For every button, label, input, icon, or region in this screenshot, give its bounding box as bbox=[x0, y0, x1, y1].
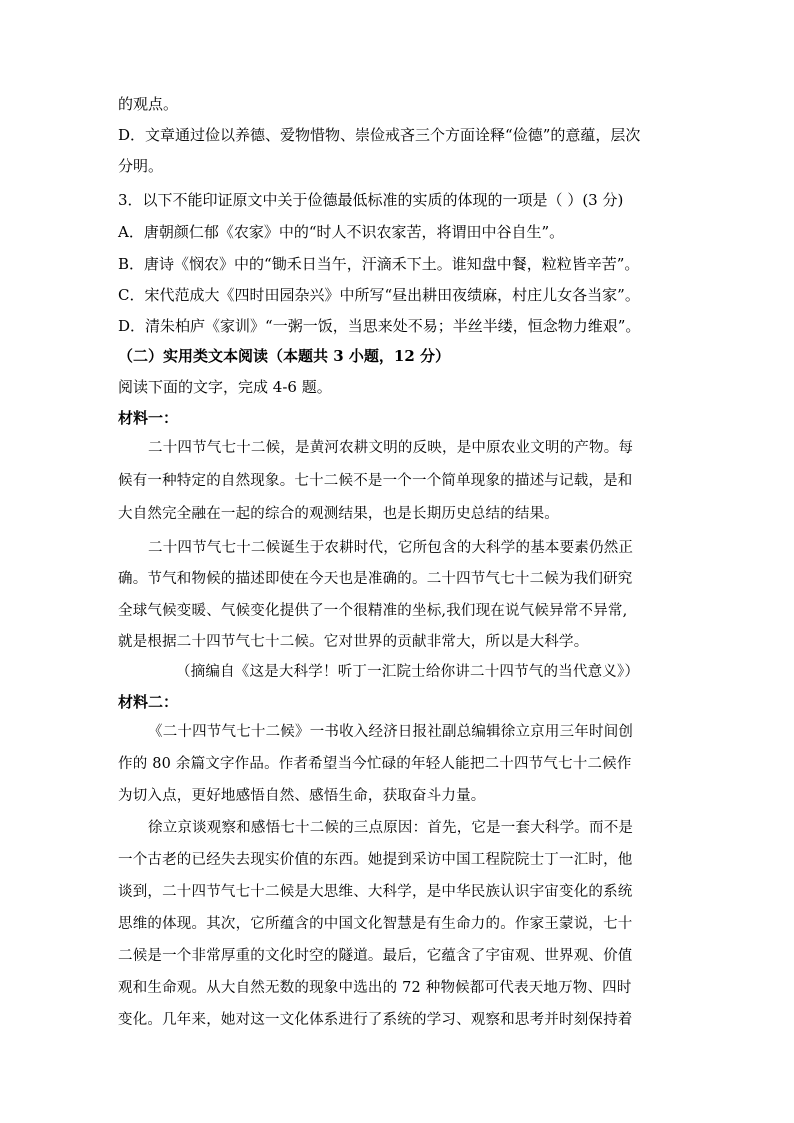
material-two-p1-line: 作的 80 余篇文字作品。作者希望当今忙碌的年轻人能把二十四节气七十二候作 bbox=[118, 756, 632, 772]
material-one-source: （摘编自《这是大科学！听丁一汇院士给你讲二十四节气的当代意义》） bbox=[176, 664, 640, 680]
material-two-p2-line: 徐立京谈观察和感悟七十二候的三点原因：首先，它是一套大科学。而不是 bbox=[148, 820, 634, 836]
material-one-p2-line: 二十四节气七十二候诞生于农耕时代，它所包含的大科学的基本要素仍然正 bbox=[148, 540, 634, 556]
material-one-p2-line: 确。节气和物候的描述即使在今天也是准确的。二十四节气七十二候为我们研究 bbox=[118, 571, 633, 587]
option-b: B．唐诗《悯农》中的“锄禾日当午，汗滴禾下土。谁知盘中餐，粒粒皆辛苦”。 bbox=[118, 255, 640, 273]
material-two-p1-line: 《二十四节气七十二候》一书收入经济日报社副总编辑徐立京用三年时间创 bbox=[148, 724, 634, 740]
material-one-label: 材料一： bbox=[118, 409, 179, 427]
material-two-p2-line: 观和生命观。从大自然无数的现象中选出的 72 种物候都可代表天地万物、四时 bbox=[118, 980, 632, 996]
material-two-p2-line: 思维的体现。其次，它所蕴含的中国文化智慧是有生命力的。作家王蒙说，七十 bbox=[118, 916, 633, 932]
text-line: 的观点。 bbox=[118, 95, 179, 113]
option-a: A．唐朝颜仁郁《农家》中的“时人不识农家苦，将谓田中谷自生”。 bbox=[118, 223, 565, 241]
material-one-p1-line: 二十四节气七十二候，是黄河农耕文明的反映，是中原农业文明的产物。每 bbox=[148, 440, 634, 456]
material-one-p1-line: 大自然完全融在一起的综合的观测结果，也是长期历史总结的结果。 bbox=[118, 506, 559, 522]
material-two-p1-line: 为切入点，更好地感悟自然、感悟生命，获取奋斗力量。 bbox=[118, 788, 486, 804]
section-heading: （二）实用类文本阅读（本题共 3 小题，12 分） bbox=[118, 347, 450, 365]
material-two-p2-line: 谈到，二十四节气七十二候是大思维、大科学，是中华民族认识宇宙变化的系统 bbox=[118, 884, 633, 900]
material-one-p1-line: 候有一种特定的自然现象。七十二候不是一个一个简单现象的描述与记载，是和 bbox=[118, 473, 633, 489]
material-one-p2-line: 全球气候变暖、气候变化提供了一个很精准的坐标,我们现在说气候异常不异常, bbox=[118, 603, 628, 619]
question-3: 3．以下不能印证原文中关于俭德最低标准的实质的体现的一项是（ ）(3 分) bbox=[118, 191, 624, 209]
text-line: 分明。 bbox=[118, 157, 164, 175]
material-two-p2-line: 一个古老的已经失去现实价值的东西。她提到采访中国工程院院士丁一汇时，他 bbox=[118, 852, 633, 868]
option-d: D．清朱柏庐《家训》“一粥一饭，当思来处不易；半丝半缕，恒念物力维艰”。 bbox=[118, 317, 641, 335]
material-one-p2-line: 就是根据二十四节气七十二候。它对世界的贡献非常大，所以是大科学。 bbox=[118, 634, 589, 650]
option-c: C．宋代范成大《四时田园杂兴》中所写“昼出耕田夜绩麻，村庄儿女各当家”。 bbox=[118, 286, 640, 304]
instruction: 阅读下面的文字，完成 4-6 题。 bbox=[118, 378, 332, 396]
material-two-p2-line: 变化。几年来，她对这一文化体系进行了系统的学习、观察和思考并时刻保持着 bbox=[118, 1012, 633, 1028]
material-two-label: 材料二： bbox=[118, 693, 179, 711]
option-d-line: D．文章通过俭以养德、爱物惜物、崇俭戒吝三个方面诠释“俭德”的意蕴，层次 bbox=[118, 126, 641, 144]
material-two-p2-line: 二候是一个非常厚重的文化时空的隧道。最后，它蕴含了宇宙观、世界观、价值 bbox=[118, 948, 633, 964]
